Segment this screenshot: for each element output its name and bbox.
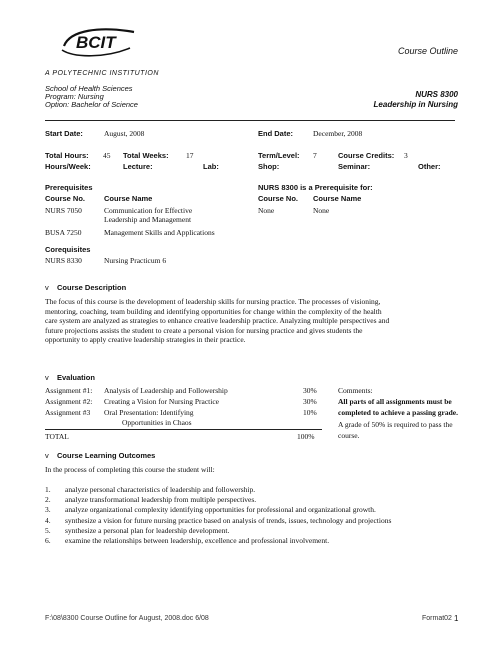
outcome-number: 4.: [45, 515, 51, 525]
prereq-row-3-no: BUSA 7250: [45, 228, 82, 237]
eval-row-4-desc: Opportunities in Chaos: [122, 418, 192, 427]
page-number: 1: [454, 614, 459, 623]
prereq-row-1-no: NURS 7050: [45, 206, 82, 215]
list-item: [45, 536, 391, 546]
description-line: opportunity to apply creative leadership strategies in their practice.: [45, 335, 246, 344]
description-line: The focus of this course is the development of leadership skills for nursing practice. The processes of visioning,: [45, 297, 381, 306]
description-bullet-icon: v: [45, 283, 49, 292]
prereq-for-col-course-name: Course Name: [313, 194, 362, 203]
coreq-course-no: NURS 8330: [45, 256, 82, 265]
prereq-row-1-name: Communication for Effective: [104, 206, 193, 215]
total-hours-value: 45: [103, 151, 111, 160]
corequisites-heading: Corequisites: [45, 245, 91, 254]
comments-heading: Comments:: [338, 386, 373, 395]
total-weeks-label: Total Weeks:: [123, 151, 169, 160]
description-heading: Course Description: [57, 283, 127, 292]
prereq-row-2-name: Leadership and Management: [104, 215, 192, 224]
evaluation-total-divider: [45, 429, 322, 430]
list-item: [45, 485, 391, 495]
outcome-number: 1.: [45, 485, 51, 494]
polytechnic-tagline: A POLYTECHNIC INSTITUTION: [45, 70, 159, 77]
eval-row-3-pct: 10%: [303, 408, 317, 417]
outcomes-bullet-icon: v: [45, 451, 49, 460]
description-line: mentoring, coaching, team building and identifying opportunities for change within the complexity of the health: [45, 306, 382, 316]
eval-total-pct: 100%: [297, 432, 315, 441]
course-code: NURS 8300: [415, 90, 458, 99]
prereq-row-3-name: Management Skills and Applications: [104, 228, 215, 237]
coreq-course-name: Nursing Practicum 6: [104, 256, 167, 265]
term-level-label: Term/Level:: [258, 151, 300, 160]
footer-format: Format02: [422, 615, 452, 622]
list-item: [45, 516, 391, 526]
outcomes-heading: Course Learning Outcomes: [57, 451, 156, 460]
eval-row-2-desc: Creating a Vision for Nursing Practice: [104, 397, 220, 406]
end-date-value: December, 2008: [313, 129, 363, 138]
option-name: Option: Bachelor of Science: [45, 100, 138, 109]
eval-total-label: TOTAL: [45, 432, 69, 441]
prereq-for-heading: NURS 8300 is a Prerequisite for:: [258, 183, 373, 192]
evaluation-heading: Evaluation: [57, 373, 95, 382]
outcomes-intro: In the process of completing this course the student will:: [45, 465, 215, 474]
outcome-number: 6.: [45, 536, 51, 546]
prerequisites-heading: Prerequisites: [45, 183, 93, 192]
school-name: School of Health Sciences: [45, 84, 133, 93]
list-item: [45, 505, 391, 515]
eval-row-1-label: Assignment #1:: [45, 386, 93, 395]
outcome-text: analyze transformational leadership from multiple perspectives.: [65, 495, 257, 505]
outcome-number: 5.: [45, 525, 51, 535]
hours-week-label: Hours/Week:: [45, 162, 91, 171]
shop-label: Shop:: [258, 162, 280, 171]
outcome-number: 2.: [45, 495, 51, 505]
eval-row-2-pct: 30%: [303, 397, 317, 406]
header-divider: [45, 120, 455, 121]
prereq-for-col-course-no: Course No.: [258, 194, 299, 203]
eval-row-3-label: Assignment #3: [45, 408, 91, 417]
eval-row-3-desc: Oral Presentation: Identifying: [104, 408, 194, 417]
comments-line-1: A grade of 50% is required to pass the: [338, 420, 453, 429]
start-date-label: Start Date:: [45, 129, 83, 138]
comments-line-2: course.: [338, 431, 360, 440]
prereq-col-course-name: Course Name: [104, 194, 153, 203]
eval-row-1-pct: 30%: [303, 386, 317, 395]
outcome-text: analyze personal characteristics of leadership and followership.: [65, 485, 256, 494]
description-line: future projections assists the student to create a personal vision for nursing practice and gives students the: [45, 325, 363, 335]
other-label: Other:: [418, 162, 441, 171]
total-hours-label: Total Hours:: [45, 151, 89, 160]
outcome-text: analyze organizational complexity identifying opportunities for professional and organizational growth.: [65, 505, 376, 515]
lab-label: Lab:: [203, 162, 219, 171]
comments-bold-line-2: completed to achieve a passing grade.: [338, 408, 458, 417]
course-credits-label: Course Credits:: [338, 151, 395, 160]
prereq-col-course-no: Course No.: [45, 194, 86, 203]
eval-row-2-label: Assignment #2:: [45, 397, 93, 406]
description-body: [45, 297, 389, 345]
total-weeks-value: 17: [186, 151, 194, 160]
prereq-for-course-no: None: [258, 206, 275, 215]
course-title: Leadership in Nursing: [373, 100, 458, 109]
outcome-text: synthesize a personal plan for leadership development.: [65, 525, 230, 535]
prereq-for-course-name: None: [313, 206, 330, 215]
eval-row-1-desc: Analysis of Leadership and Followership: [104, 386, 228, 395]
outcomes-list: [45, 485, 391, 546]
outcome-number: 3.: [45, 505, 51, 515]
end-date-label: End Date:: [258, 129, 294, 138]
lecture-label: Lecture:: [123, 162, 153, 171]
bcit-logo: [60, 24, 138, 60]
term-level-value: 7: [313, 151, 317, 160]
comments-bold-line-1: All parts of all assignments must be: [338, 397, 452, 406]
program-name: Program: Nursing: [45, 92, 104, 101]
bcit-logo-graphic: [60, 24, 138, 60]
logo-wordmark: BCIT: [76, 33, 116, 52]
outcome-text: synthesize a vision for future nursing practice based on analysis of trends, issues, technology and projections: [65, 515, 392, 525]
outcome-text: examine the relationships between leadership, excellence and professional involvement.: [65, 536, 330, 546]
document-type: Course Outline: [397, 46, 458, 56]
description-line: care system are analyzed as strategies to enhance creative leadership practice. Analyzing multiple perspectives and: [45, 316, 390, 325]
footer-file-path: F:\08\8300 Course Outline for August, 2008.doc 6/08: [45, 615, 209, 622]
course-credits-value: 3: [404, 151, 408, 160]
evaluation-bullet-icon: v: [45, 373, 49, 382]
list-item: [45, 526, 391, 536]
start-date-value: August, 2008: [104, 129, 145, 138]
list-item: [45, 495, 391, 505]
seminar-label: Seminar:: [338, 162, 371, 171]
